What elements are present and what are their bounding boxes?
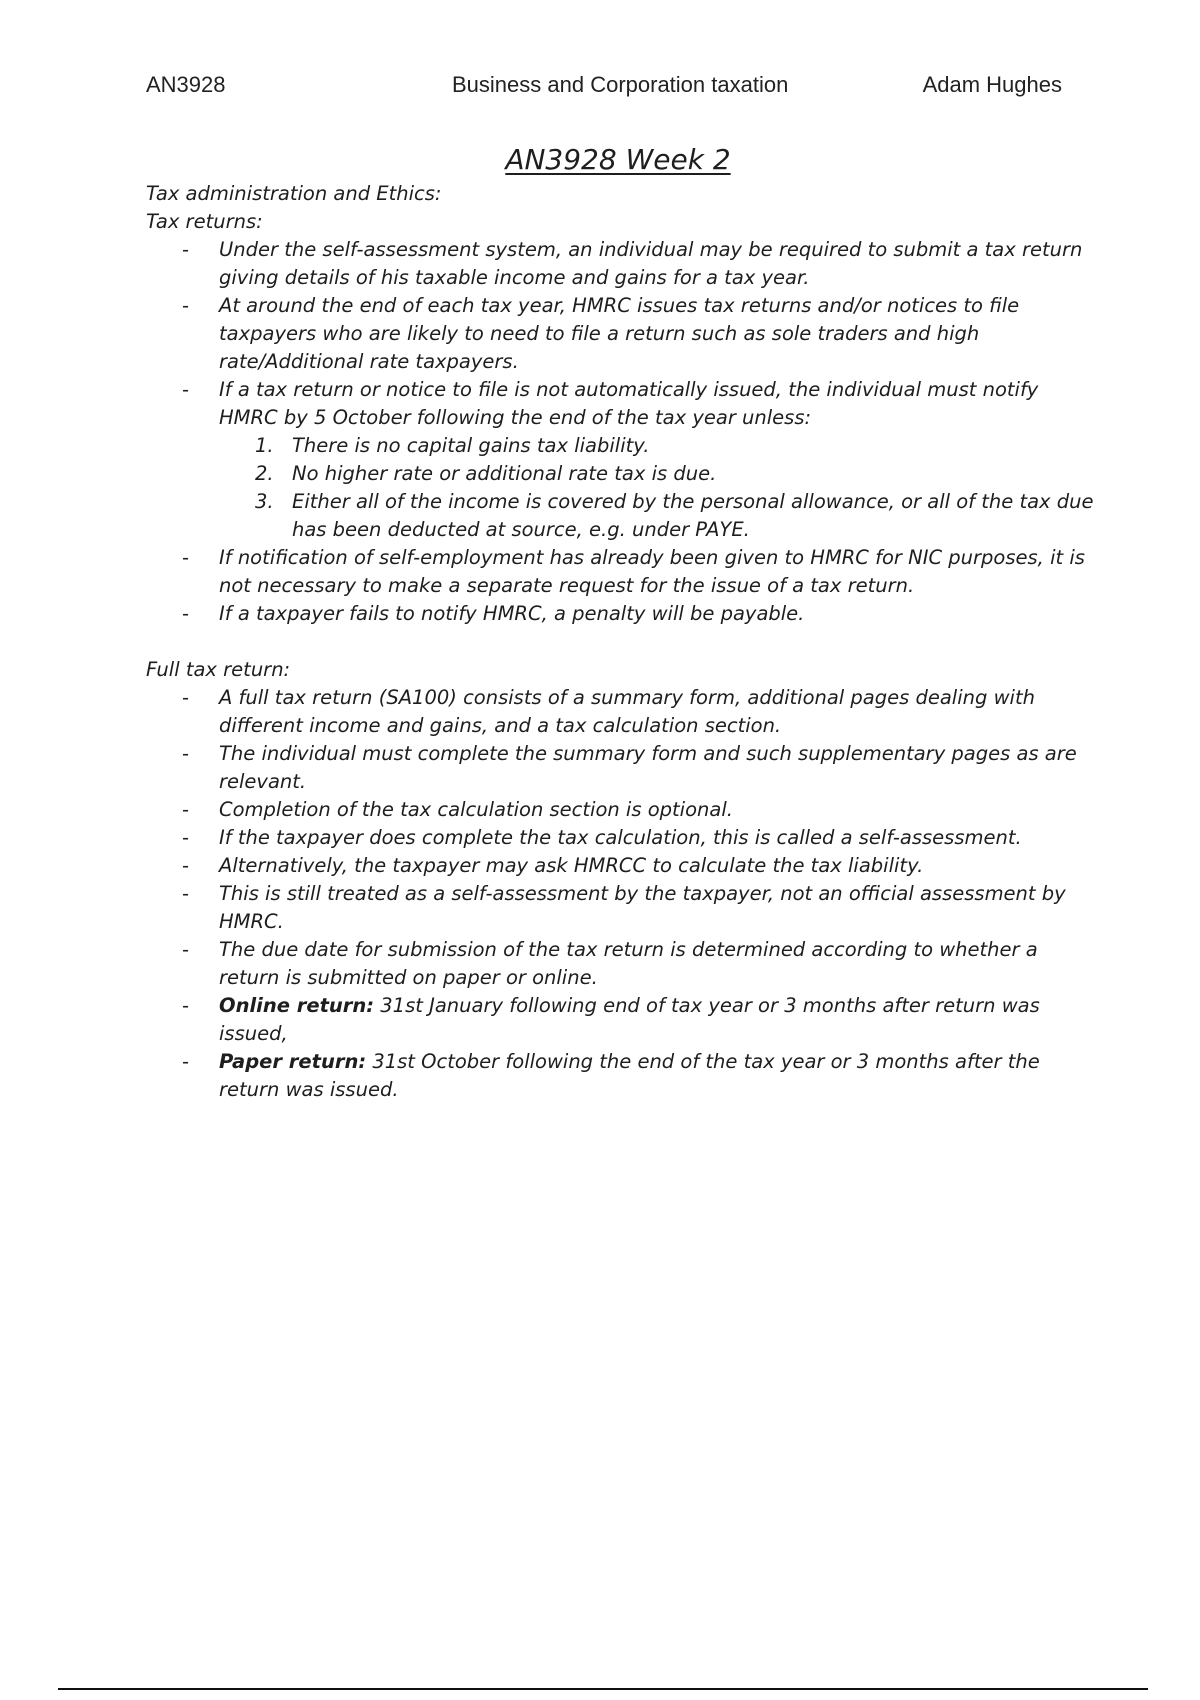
section-heading-full-return: Full tax return: xyxy=(146,658,291,681)
list-item-paper-return xyxy=(146,1048,1096,1104)
header-course-title: Business and Corporation taxation xyxy=(452,72,789,97)
header-author: Adam Hughes xyxy=(922,72,1062,97)
list-item: - Under the self-assessment system, an individual may be required to submit a tax return giving details of his taxable income and gains for a tax year. xyxy=(146,236,1096,292)
item-text: No higher rate or additional rate tax is due. xyxy=(292,462,717,485)
spacer xyxy=(146,628,1096,656)
bottom-divider xyxy=(58,1688,1148,1690)
list-item: - If notification of self-employment has already been given to HMRC for NIC purposes, it is not necessary to make a separate request for the issue of a tax return. xyxy=(146,544,1096,600)
exceptions-list xyxy=(219,432,1096,544)
item-text: There is no capital gains tax liability. xyxy=(292,434,650,457)
list-item: - This is still treated as a self-assessment by the taxpayer, not an official assessment by HMRC. xyxy=(146,880,1096,936)
list-item: - Completion of the tax calculation section is optional. xyxy=(146,796,1096,824)
item-number: 1. xyxy=(255,434,274,457)
list-item: - At around the end of each tax year, HMRC issues tax returns and/or notices to file taxpayers who are likely to need to file a return such as sole traders and high rate/Additional rate taxpayers. xyxy=(146,292,1096,376)
paper-return-text: 31st October following the end of the tax year or 3 months after the return was issued. xyxy=(219,1050,1040,1101)
list-item: - If the taxpayer does complete the tax calculation, this is called a self-assessment. xyxy=(146,824,1096,852)
document-body xyxy=(146,140,1096,1104)
subheading-tax-returns: Tax returns: xyxy=(146,210,263,233)
header-course-code: AN3928 xyxy=(146,72,226,97)
online-return-text: 31st January following end of tax year or 3 months after return was issued, xyxy=(219,994,1040,1045)
list-item: - A full tax return (SA100) consists of a summary form, additional pages dealing with different income and gains, and a tax calculation section. xyxy=(146,684,1096,740)
numbered-item xyxy=(219,488,1096,544)
tax-returns-list-continued xyxy=(146,544,1096,628)
list-item: - The due date for submission of the tax return is determined according to whether a return is submitted on paper or online. xyxy=(146,936,1096,992)
item-number: 3. xyxy=(255,490,274,513)
online-return-label: Online return: xyxy=(219,994,375,1017)
numbered-item xyxy=(219,432,1096,460)
page-header xyxy=(146,72,1062,102)
item-number: 2. xyxy=(255,462,274,485)
list-item-online-return xyxy=(146,992,1096,1048)
list-item: - If a tax return or notice to file is not automatically issued, the individual must notify HMRC by 5 October following the end of the tax year unless: xyxy=(146,376,1096,432)
page-title: AN3928 Week 2 xyxy=(505,143,731,176)
numbered-item xyxy=(219,460,1096,488)
list-item: - Alternatively, the taxpayer may ask HMRCC to calculate the tax liability. xyxy=(146,852,1096,880)
tax-returns-list xyxy=(146,236,1096,432)
paper-return-label: Paper return: xyxy=(219,1050,367,1073)
section-heading-tax-admin: Tax administration and Ethics: xyxy=(146,182,442,205)
item-text: Either all of the income is covered by the personal allowance, or all of the tax due has been deducted at source, e.g. under PAYE. xyxy=(292,490,1094,541)
list-item: - The individual must complete the summary form and such supplementary pages as are relevant. xyxy=(146,740,1096,796)
full-return-list xyxy=(146,684,1096,1104)
list-item: - If a taxpayer fails to notify HMRC, a penalty will be payable. xyxy=(146,600,1096,628)
